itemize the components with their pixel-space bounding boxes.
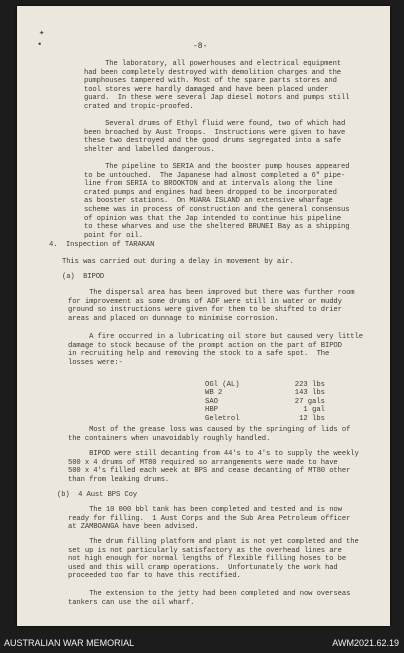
paragraph-laboratory: The laboratory, all powerhouses and electrical equipment had been completely destroyed with demolition charges and the pumphouses tampered with. Most of the spare parts stores and tool stores were hardly damaged and have been placed under guard. In these were several Jap diesel motors and pumps still crated and tropic-proofed. [84, 60, 350, 111]
paragraph-delay: This was carried out during a delay in movement by air. [62, 258, 294, 266]
footer-reference: AWM2021.62.19 [332, 638, 399, 648]
paragraph-grease: Most of the grease loss was caused by the springing of lids of the containers when unavoidably roughly handled. [68, 426, 351, 443]
punch-mark: • [37, 40, 43, 50]
losses-row: HBP 1 gal [205, 406, 325, 415]
punch-mark: ✦ [39, 28, 45, 38]
archive-footer [0, 634, 404, 653]
losses-row: Geletrol 12 lbs [205, 414, 325, 423]
paragraph-jetty: The extension to the jetty had been completed and now overseas tankers can use the oil wharf. [68, 590, 351, 607]
paragraph-drum-filling: The drum filling platform and plant is not yet completed and the set up is not particularly satisfactory as the overhead lines are not high enough for normal lengths of flexible filling hoses to be used and this will cramp operations. Unfortunately the work had proceeded too far to have this rectified. [68, 538, 359, 581]
paragraph-tank: The 10 000 bbl tank has been completed and tested and is now ready for filling. 1 Aust Corps and the Sub Area Petroleum officer at ZAMBOANGA have been advised. [68, 506, 351, 532]
losses-row: WB 2 143 lbs [205, 389, 325, 398]
section-heading-tarakan: 4. Inspection of TARAKAN [49, 241, 155, 249]
paragraph-decanting: BIPOD were still decanting from 44's to 4's to supply the weekly 500 x 4 drums of MT80 required so arrangements were made to have 500 x 4's filled each week at BPS and cease decanting of MT80 other than from leaking drums. [68, 450, 359, 484]
paragraph-dispersal: The dispersal area has been improved but there was further room for improvement as some drums of ADF were still in water or muddy ground so instructions were given for them to be shifted to drier areas and placed on dunnage to minimise corrosion. [68, 289, 355, 323]
losses-row: SAO 27 gals [205, 397, 325, 406]
losses-row: OGl (AL) 223 lbs [205, 381, 325, 389]
document-page [17, 6, 390, 626]
paragraph-pipeline: The pipeline to SERIA and the booster pump houses appeared to be untouched. The Japanese had almost completed a 6" pipe- line from SERIA to BROOKTON and at intervals along the line crated pumps and engines had been dropped to be incorporated as booster stations. On MUARA ISLAND an extensive wharfage scheme was in process of construction and the general consensus of opinion was that the Jap intended to continue his pipeline to these wharves and use the sheltered BRUNEI Bay as a shipping point for oil. [84, 163, 350, 240]
subheading-bps-coy: (b) 4 Aust BPS Coy [57, 491, 138, 499]
paragraph-fire: A fire occurred in a lubricating oil store but caused very little damage to stock because of the prompt action on the part of BIPOD in recruiting help and removing the stock to a safe spot. The losses were:- [68, 333, 363, 367]
subheading-bipod: (a) BIPOD [62, 273, 105, 281]
paragraph-ethyl-fluid: Several drums of Ethyl fluid were found, two of which had been broached by Aust Troops. Instructions were given to have these two destroyed and the good drums segregated into a safe shelter and labelled dangerous. [84, 120, 346, 154]
losses-table [205, 381, 325, 423]
footer-source: AUSTRALIAN WAR MEMORIAL [4, 638, 135, 648]
page-number: -8- [193, 42, 208, 51]
